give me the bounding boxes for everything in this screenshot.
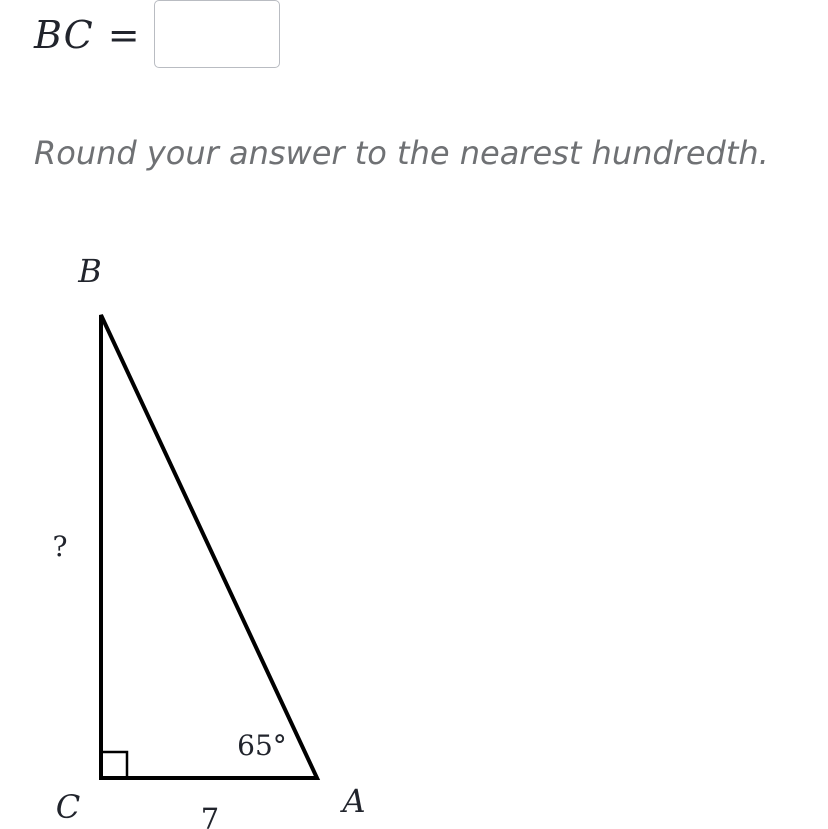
side-label-bc: ?	[52, 530, 68, 563]
angle-label-a: 65°	[237, 729, 287, 762]
vertex-label-c: C	[55, 788, 81, 826]
triangle-outline	[101, 315, 317, 778]
equation-lhs: BC	[34, 13, 94, 57]
vertex-label-a: A	[342, 782, 366, 820]
right-angle-marker	[101, 752, 127, 778]
side-label-ca: 7	[200, 802, 220, 829]
vertex-label-b: B	[78, 252, 102, 290]
equals-sign: =	[107, 13, 140, 57]
instruction-text: Round your answer to the nearest hundredth.	[34, 134, 769, 172]
